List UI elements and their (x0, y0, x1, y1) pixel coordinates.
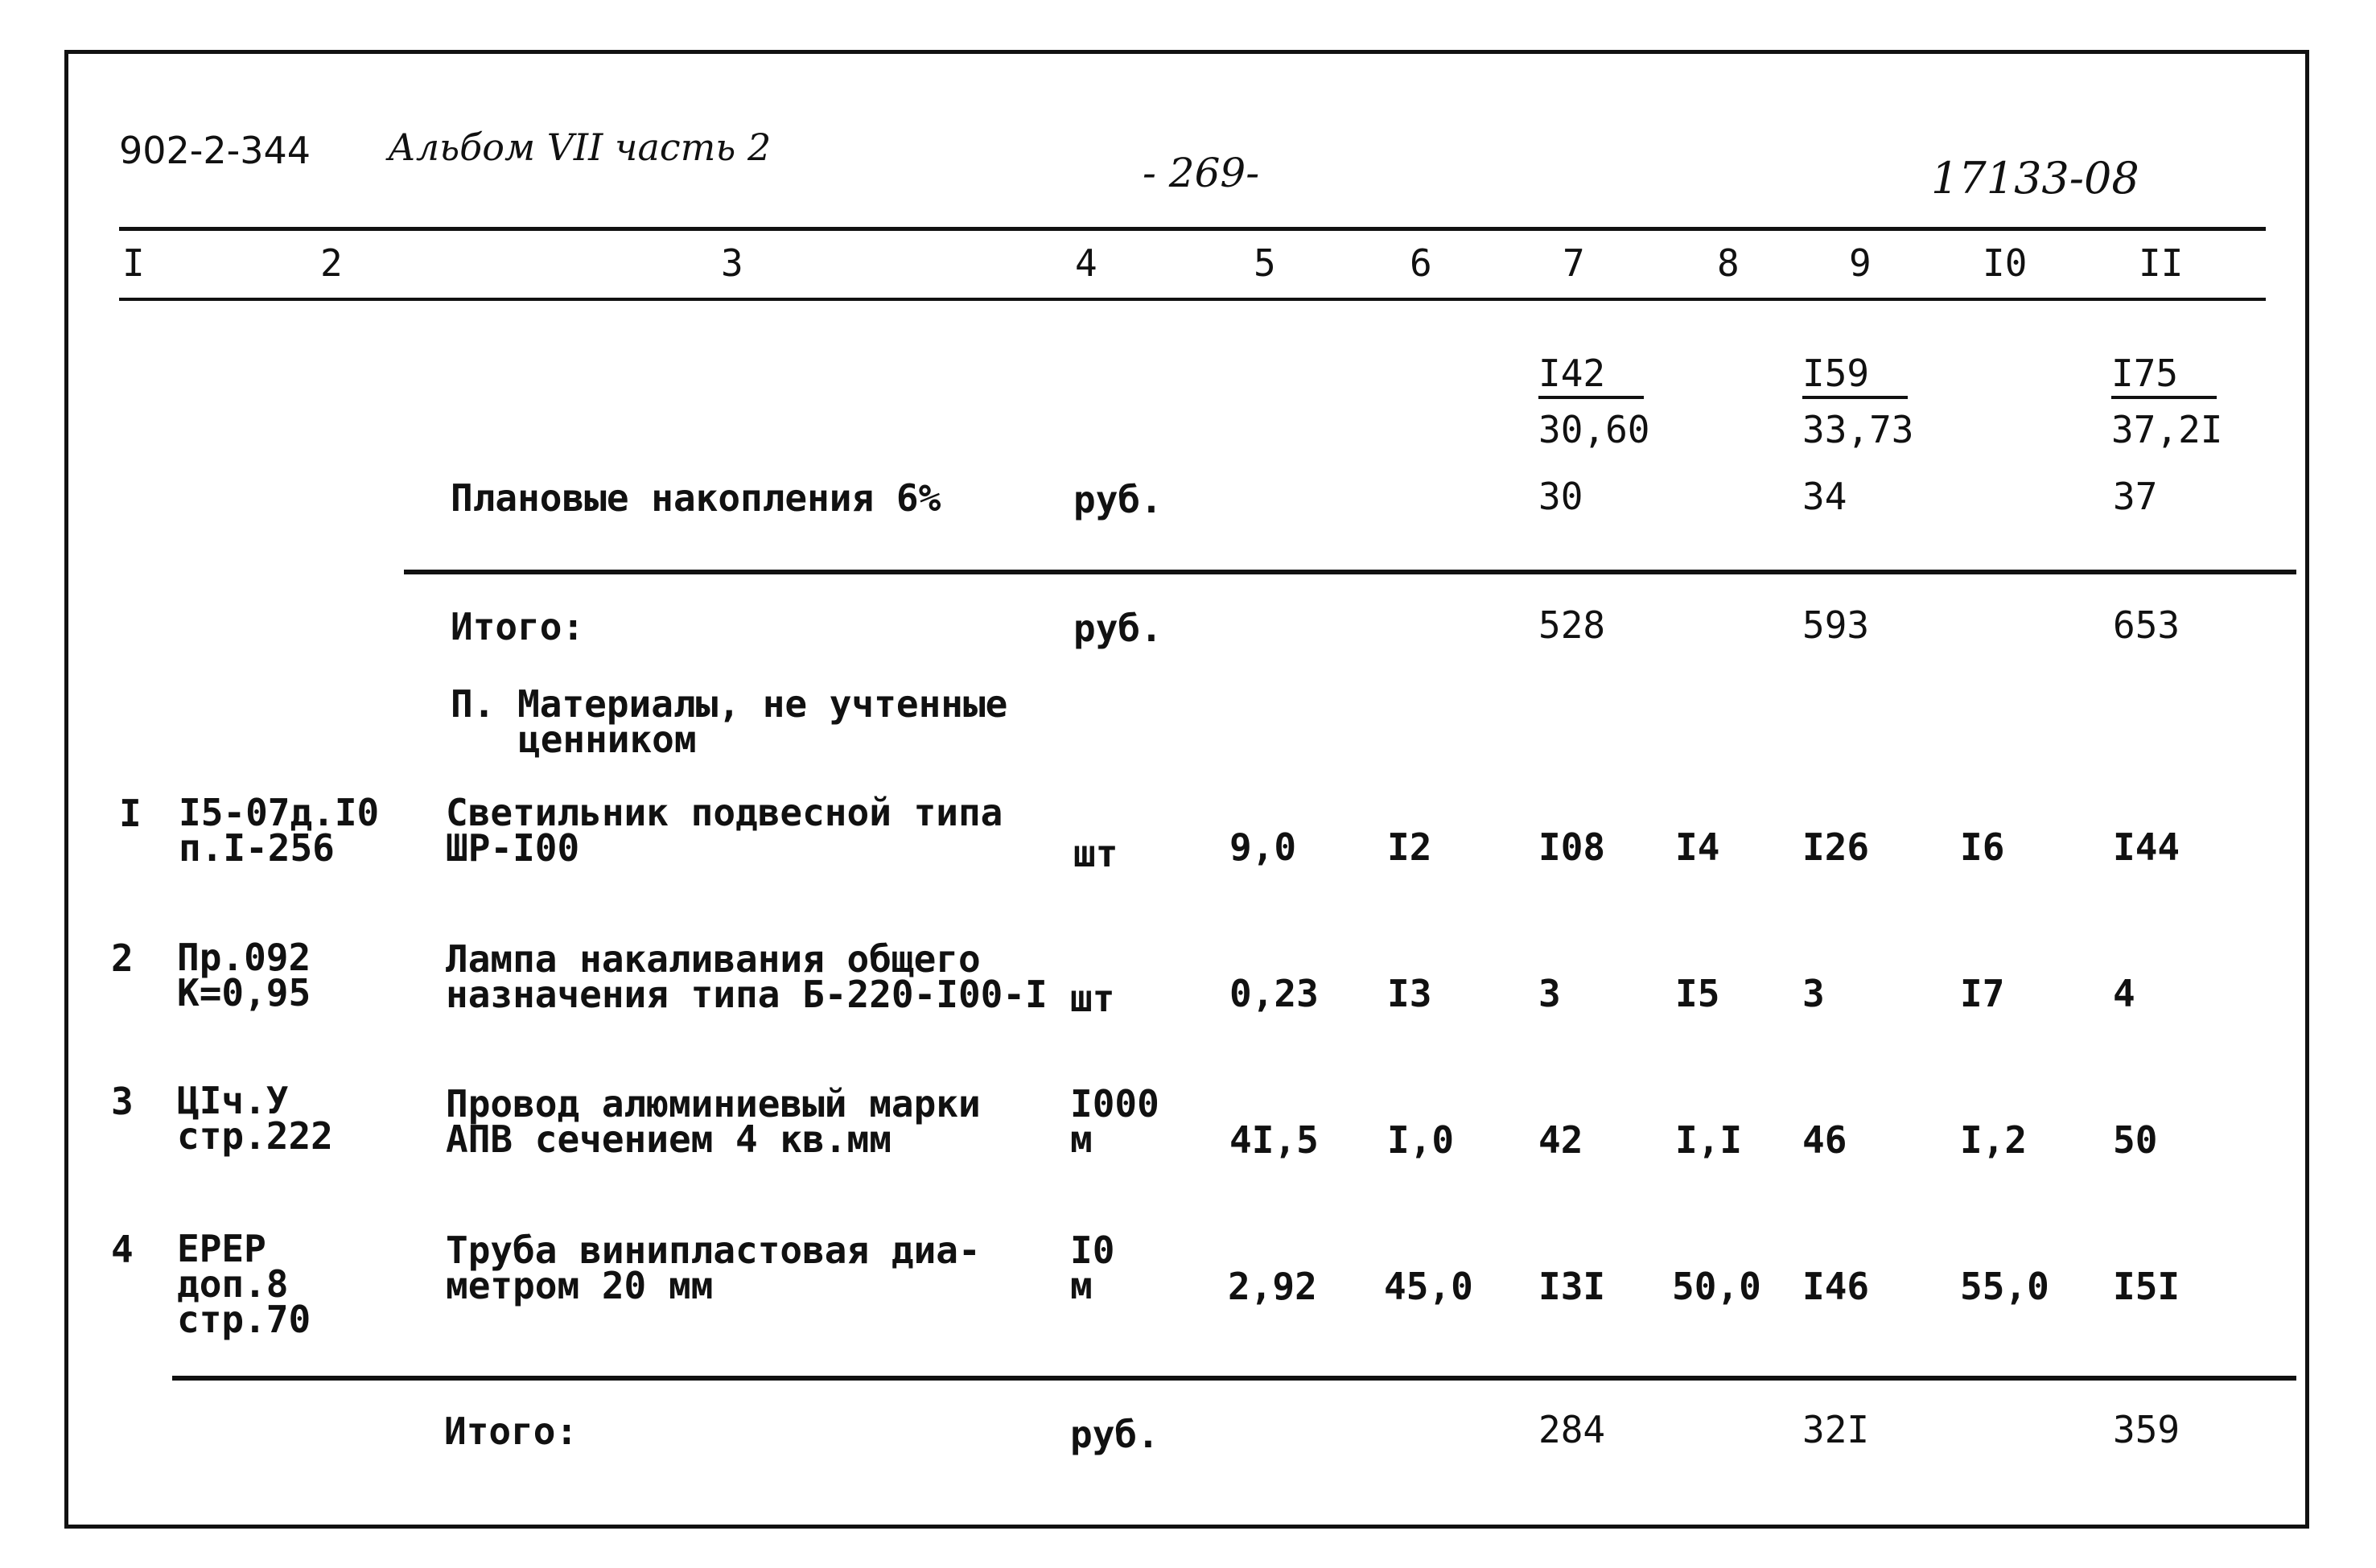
row-unit (1070, 1228, 1115, 1307)
planned-label: Плановые накопления 6% (451, 476, 941, 520)
row-col8: 50,0 (1672, 1265, 1761, 1308)
row-col9: 3 (1802, 972, 1825, 1015)
row-col5: 2,92 (1228, 1265, 1317, 1308)
row-unit: шт (1070, 977, 1115, 1020)
column-number: 7 (1563, 241, 1585, 285)
row-col7: I3I (1538, 1265, 1606, 1308)
row-number: I (119, 792, 142, 835)
section-heading-line: ценником (518, 718, 697, 761)
total-label: Итого: (444, 1410, 579, 1453)
column-number: 5 (1254, 241, 1276, 285)
reference-line: Пр.092 (177, 936, 311, 979)
row-col7: 3 (1538, 972, 1561, 1015)
row-col8: I5 (1675, 972, 1720, 1015)
reference-line: I5-07д.I0 (179, 791, 380, 834)
total-unit: руб. (1070, 1413, 1159, 1456)
row-reference (179, 791, 380, 870)
row-col10: I,2 (1960, 1118, 2028, 1162)
planned-col7: 30 (1538, 475, 1583, 518)
total-col9: 593 (1802, 603, 1870, 647)
row-col10: I7 (1960, 972, 2005, 1015)
description-line: Лампа накаливания общего (446, 937, 981, 981)
row-unit (1070, 1082, 1159, 1161)
row-reference (177, 1079, 333, 1158)
row-col11: 50 (2113, 1118, 2158, 1162)
album-label: Альбом VII часть 2 (388, 126, 772, 169)
total-col11: 653 (2113, 603, 2180, 647)
row-col6: 45,0 (1384, 1265, 1473, 1308)
planned-unit: руб. (1073, 478, 1163, 521)
row-description (446, 1228, 981, 1307)
row-number: 2 (111, 936, 134, 980)
column-number: 8 (1717, 241, 1740, 285)
row-description (446, 791, 1003, 870)
unit-line: I0 (1070, 1228, 1115, 1272)
unit-line: I000 (1070, 1082, 1159, 1126)
row-col7: I08 (1538, 825, 1606, 869)
row-col5: 0,23 (1229, 972, 1319, 1015)
unit-line: м (1070, 1117, 1093, 1161)
header-bottom-rule (119, 298, 2266, 301)
row-col6: I2 (1387, 825, 1432, 869)
header-top-rule (119, 227, 2266, 231)
reference-line: доп.8 (177, 1262, 289, 1306)
coefficient-denominator: 37,2I (2111, 408, 2223, 451)
row-col6: I3 (1387, 972, 1432, 1015)
row-col9: I26 (1802, 825, 1870, 869)
total-col9: 32I (1802, 1408, 1870, 1451)
row-col9: I46 (1802, 1265, 1870, 1308)
coefficient-numerator: I42 (1538, 354, 1644, 399)
column-number: 9 (1849, 241, 1872, 285)
coefficient-denominator: 33,73 (1802, 408, 1914, 451)
row-col6: I,0 (1387, 1118, 1455, 1162)
row-col7: 42 (1538, 1118, 1583, 1162)
description-line: ШР-I00 (446, 826, 580, 870)
row-col8: I,I (1675, 1118, 1743, 1162)
description-line: метром 20 мм (446, 1264, 714, 1307)
document-code: 902-2-344 (119, 129, 311, 172)
column-number: 6 (1410, 241, 1432, 285)
column-number: 2 (320, 241, 343, 285)
column-number: I (122, 241, 145, 285)
project-number: 17133-08 (1931, 153, 2139, 204)
description-line: АПВ сечением 4 кв.мм (446, 1117, 892, 1161)
description-line: Светильник подвесной типа (446, 791, 1003, 834)
planned-col11: 37 (2113, 475, 2158, 518)
reference-line: стр.70 (177, 1298, 311, 1341)
row-col5: 4I,5 (1229, 1118, 1319, 1162)
description-line: Труба винипластовая диа- (446, 1228, 981, 1272)
row-number: 3 (111, 1080, 134, 1123)
row-col10: 55,0 (1960, 1265, 2049, 1308)
row-col11: 4 (2113, 972, 2135, 1015)
reference-line: п.I-256 (179, 826, 335, 870)
reference-line: ЕРЕР (177, 1227, 266, 1270)
row-number: 4 (111, 1228, 134, 1271)
unit-line: м (1070, 1264, 1093, 1307)
row-unit: шт (1073, 832, 1118, 875)
coefficient-col7 (1538, 354, 1649, 449)
column-number: II (2139, 241, 2184, 285)
reference-line: ЦIч.У (177, 1079, 289, 1122)
coefficient-col11 (2111, 354, 2222, 449)
total-col7: 284 (1538, 1408, 1606, 1451)
total-rule (172, 1376, 2296, 1381)
row-reference (177, 1227, 311, 1341)
row-description (446, 937, 1048, 1016)
coefficient-numerator: I75 (2111, 354, 2217, 399)
section-heading-line: П. Материалы, не учтенные (451, 682, 1008, 726)
total-col11: 359 (2113, 1408, 2180, 1451)
row-col5: 9,0 (1229, 825, 1297, 869)
row-reference (177, 936, 311, 1014)
coefficient-denominator: 30,60 (1538, 408, 1650, 451)
row-description (446, 1082, 981, 1161)
column-number: I0 (1983, 241, 2028, 285)
planned-col9: 34 (1802, 475, 1847, 518)
row-col10: I6 (1960, 825, 2005, 869)
column-number: 3 (721, 241, 743, 285)
row-col9: 46 (1802, 1118, 1847, 1162)
total-col7: 528 (1538, 603, 1606, 647)
coefficient-col9 (1802, 354, 1913, 449)
row-col8: I4 (1675, 825, 1720, 869)
subtotal-rule (404, 570, 2296, 574)
row-col11: I44 (2113, 825, 2180, 869)
total-label: Итого: (451, 605, 585, 648)
column-number: 4 (1075, 241, 1097, 285)
coefficient-numerator: I59 (1802, 354, 1908, 399)
row-col11: I5I (2113, 1265, 2180, 1308)
total-unit: руб. (1073, 607, 1163, 650)
description-line: назначения типа Б-220-I00-I (446, 973, 1048, 1016)
reference-line: стр.222 (177, 1114, 333, 1158)
reference-line: К=0,95 (177, 971, 311, 1014)
description-line: Провод алюминиевый марки (446, 1082, 981, 1126)
page-number: - 269- (1143, 150, 1260, 196)
